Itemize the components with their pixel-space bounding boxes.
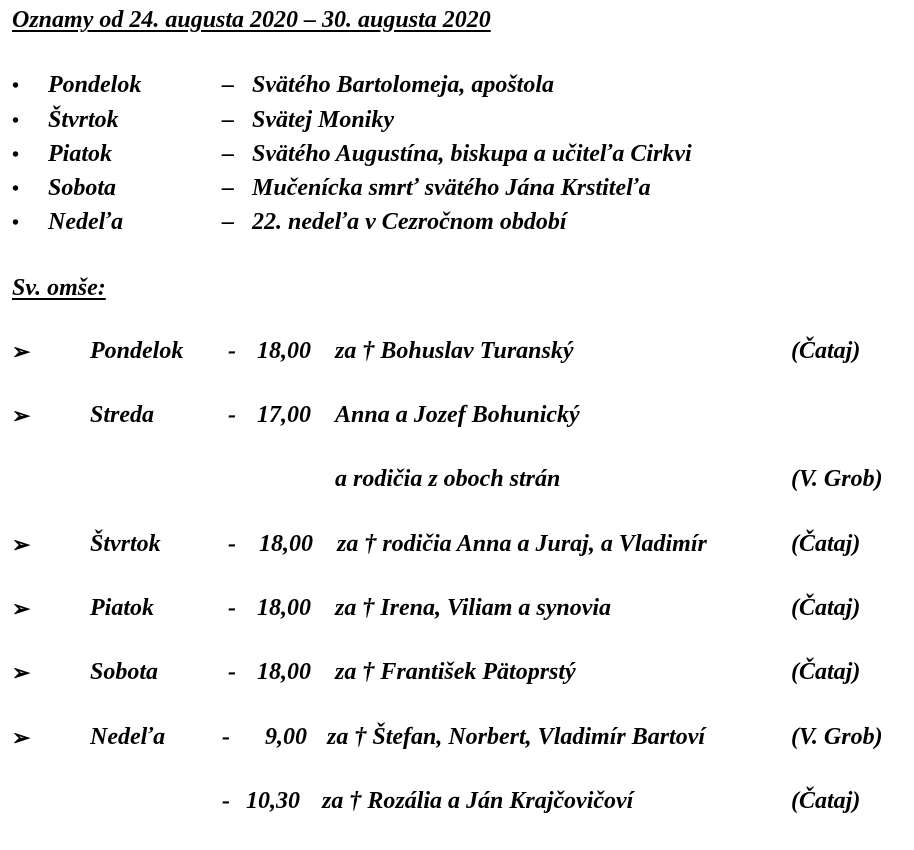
bullet-icon: • — [12, 75, 20, 97]
arrow-bullet-icon: ➢ — [12, 596, 31, 621]
mass-intention: za † Štefan, Norbert, Vladimír Bartoví — [327, 724, 706, 750]
feast-day: Sobota — [48, 175, 117, 201]
bullet-icon: • — [12, 178, 20, 200]
mass-intention: za † rodičia Anna a Juraj, a Vladimír — [337, 531, 707, 557]
mass-time: 18,00 — [257, 338, 311, 364]
page-title: Oznamy od 24. augusta 2020 – 30. augusta 2020 — [12, 7, 491, 33]
mass-time: 17,00 — [257, 402, 311, 428]
feast-separator: – — [222, 72, 234, 98]
mass-time: 18,00 — [257, 659, 311, 685]
mass-dash: - — [228, 531, 236, 557]
feast-day: Pondelok — [48, 72, 142, 98]
mass-dash: - — [228, 338, 236, 364]
feast-separator: – — [222, 209, 234, 235]
mass-place: (V. Grob) — [791, 466, 883, 492]
feast-day: Piatok — [48, 141, 112, 167]
feast-separator: – — [222, 141, 234, 167]
mass-place: (Čataj) — [791, 595, 861, 621]
mass-day: Pondelok — [90, 338, 184, 364]
mass-time: 18,00 — [257, 595, 311, 621]
feast-name: Svätej Moniky — [252, 107, 394, 133]
mass-place: (Čataj) — [791, 659, 861, 685]
feast-day: Nedeľa — [48, 209, 124, 235]
bullet-icon: • — [12, 212, 20, 234]
mass-day: Štvrtok — [90, 531, 161, 557]
feast-separator: – — [222, 175, 234, 201]
mass-place: (Čataj) — [791, 338, 861, 364]
mass-intention: za † Irena, Viliam a synovia — [335, 595, 612, 621]
bullet-icon: • — [12, 110, 20, 132]
mass-day: Piatok — [90, 595, 154, 621]
feast-day: Štvrtok — [48, 107, 119, 133]
mass-dash: - — [228, 402, 236, 428]
mass-time: 10,30 — [246, 788, 300, 814]
bullet-icon: • — [12, 144, 20, 166]
mass-dash: - — [228, 595, 236, 621]
mass-place: (V. Grob) — [791, 724, 883, 750]
arrow-bullet-icon: ➢ — [12, 725, 31, 750]
arrow-bullet-icon: ➢ — [12, 532, 31, 557]
arrow-bullet-icon: ➢ — [12, 660, 31, 685]
feast-name: 22. nedeľa v Cezročnom období — [252, 209, 567, 235]
mass-place: (Čataj) — [791, 788, 861, 814]
mass-dash: - — [222, 788, 230, 814]
arrow-bullet-icon: ➢ — [12, 339, 31, 364]
mass-intention: za † Bohuslav Turanský — [335, 338, 574, 364]
mass-time: 18,00 — [259, 531, 313, 557]
mass-intention: a rodičia z oboch strán — [335, 466, 561, 492]
mass-dash: - — [228, 659, 236, 685]
mass-day: Streda — [90, 402, 155, 428]
mass-day: Sobota — [90, 659, 159, 685]
masses-heading: Sv. omše: — [12, 275, 106, 301]
mass-time: 9,00 — [265, 724, 307, 750]
feast-name: Svätého Augustína, biskupa a učiteľa Cirkvi — [252, 141, 692, 167]
mass-intention: Anna a Jozef Bohunický — [335, 402, 580, 428]
mass-place: (Čataj) — [791, 531, 861, 557]
mass-intention: za † František Pätoprstý — [335, 659, 576, 685]
feast-name: Mučenícka smrť svätého Jána Krstiteľa — [252, 175, 651, 201]
arrow-bullet-icon: ➢ — [12, 403, 31, 428]
mass-day: Nedeľa — [90, 724, 166, 750]
mass-dash: - — [222, 724, 230, 750]
feast-name: Svätého Bartolomeja, apoštola — [252, 72, 555, 98]
feast-separator: – — [222, 107, 234, 133]
mass-intention: za † Rozália a Ján Krajčovičoví — [322, 788, 634, 814]
